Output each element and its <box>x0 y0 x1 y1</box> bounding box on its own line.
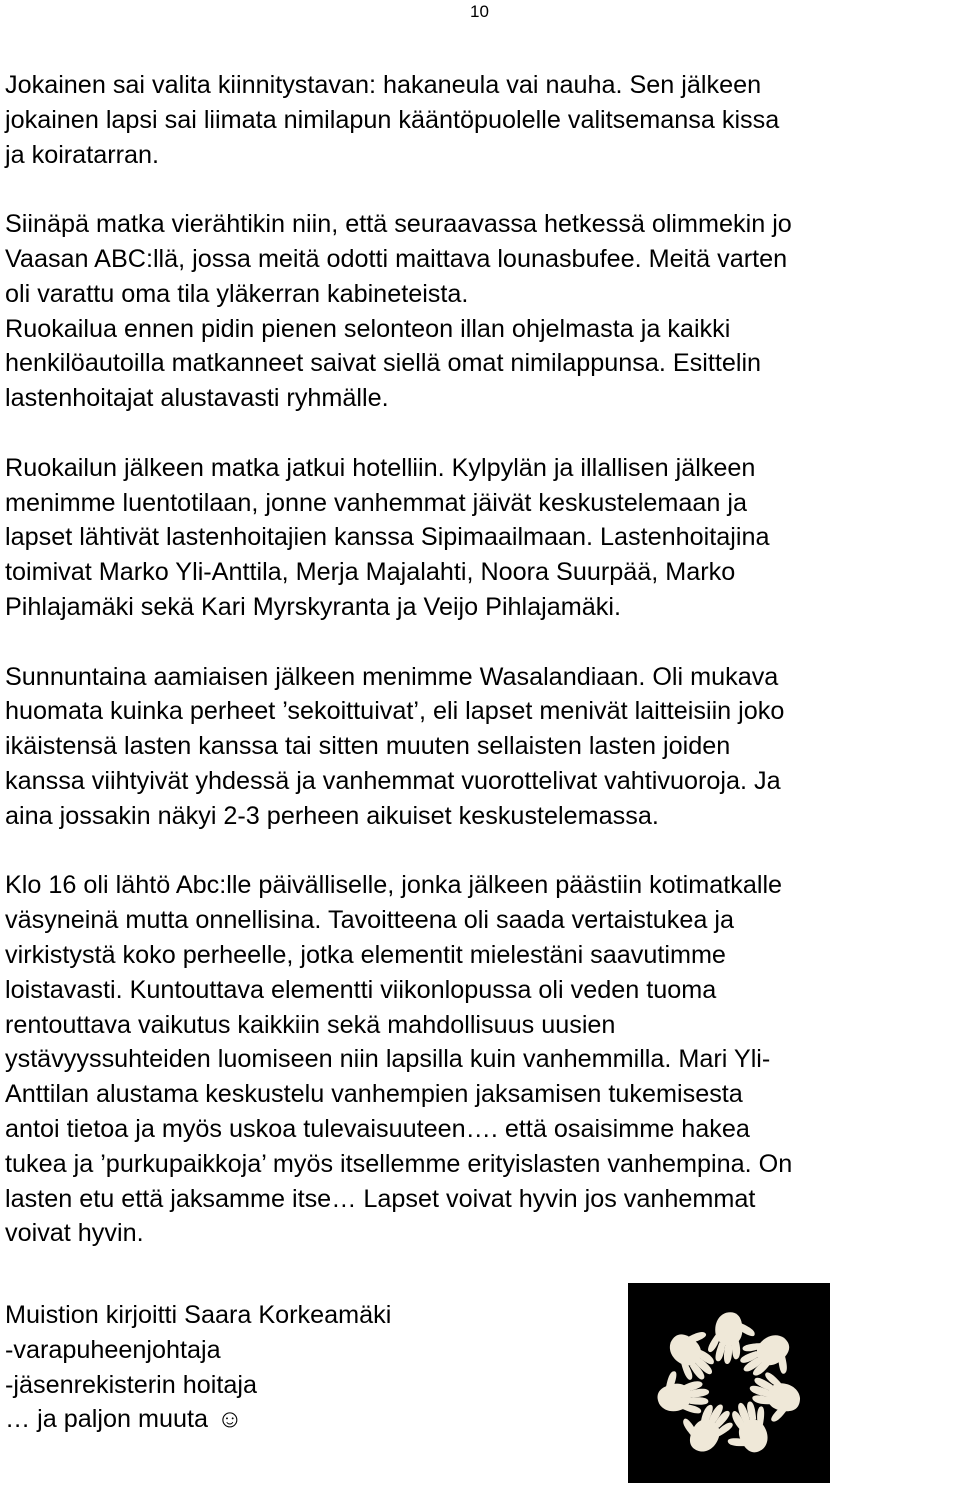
text-line: Vaasan ABC:llä, jossa meitä odotti maittava lounasbufee. Meitä varten <box>5 244 788 273</box>
text-line: menimme luentotilaan, jonne vanhemmat jäivät keskustelemaan ja <box>5 488 748 517</box>
paragraph-2 <box>5 207 957 416</box>
text-line: Ruokailun jälkeen matka jatkui hotelliin. Kylpylän ja illallisen jälkeen <box>5 453 756 482</box>
text-line: tukea ja ’purkupaikkoja’ myös itsellemme erityislasten vanhempina. On <box>5 1149 793 1178</box>
paragraph-3 <box>5 451 957 625</box>
signature-author: Muistion kirjoitti Saara Korkeamäki <box>5 1301 392 1329</box>
text-line: toimivat Marko Yli-Anttila, Merja Majalahti, Noora Suurpää, Marko <box>5 558 736 587</box>
text-line: Ruokailua ennen pidin pienen selonteon illan ohjelmasta ja kaikki <box>5 314 731 343</box>
text-line: Klo 16 oli lähtö Abc:lle päivälliselle, jonka jälkeen päästiin kotimatkalle <box>5 871 783 900</box>
paragraph-1 <box>5 68 957 172</box>
hands-circle-icon <box>628 1283 830 1483</box>
text-line: loistavasti. Kuntouttava elementti viikonlopussa oli veden tuoma <box>5 975 717 1004</box>
text-line: Pihlajamäki sekä Kari Myrskyranta ja Veijo Pihlajamäki. <box>5 592 621 621</box>
text-line: ikäistensä lasten kanssa tai sitten muuten sellaisten lasten joiden <box>5 732 731 761</box>
text-line: kanssa viihtyivät yhdessä ja vanhemmat vuorottelivat vahtivuoroja. Ja <box>5 766 781 795</box>
smiley-icon: ☺ <box>217 1405 243 1434</box>
text-line: ystävyyssuhteiden luomiseen niin lapsilla kuin vanhemmilla. Mari Yli- <box>5 1045 771 1074</box>
text-line: lasten etu että jaksamme itse… Lapset voivat hyvin jos vanhemmat <box>5 1184 756 1213</box>
text-line: oli varattu oma tila yläkerran kabineteista. <box>5 279 469 308</box>
signature-block <box>5 1298 391 1437</box>
paragraph-4 <box>5 660 957 834</box>
text-line: voivat hyvin. <box>5 1219 144 1248</box>
text-line: rentouttava vaikutus kaikkiin sekä mahdollisuus uusien <box>5 1010 616 1039</box>
signature-role: -jäsenrekisterin hoitaja <box>5 1370 257 1399</box>
text-line: lapset lähtivät lastenhoitajien kanssa Sipimaailmaan. Lastenhoitajina <box>5 523 770 552</box>
text-line: väsyneinä mutta onnellisina. Tavoitteena oli saada vertaistukea ja <box>5 906 735 935</box>
signature-closing <box>5 1402 391 1437</box>
text-line: virkistystä koko perheelle, jotka elementit mielestäni saavutimme <box>5 940 726 969</box>
text-line: Anttilan alustama keskustelu vanhempien jaksamisen tukemisesta <box>5 1080 743 1109</box>
hands-circle-graphic <box>628 1283 830 1483</box>
text-line: jokainen lapsi sai liimata nimilapun kääntöpuolelle valitsemansa kissa <box>5 105 780 134</box>
text-line: huomata kuinka perheet ’sekoittuivat’, eli lapset menivät laitteisiin joko <box>5 697 785 726</box>
text-line: Siinäpä matka vierähtikin niin, että seuraavassa hetkessä olimmekin jo <box>5 210 792 239</box>
text-line: aina jossakin näkyi 2-3 perheen aikuiset keskustelemassa. <box>5 801 659 830</box>
paragraph-5 <box>5 868 957 1251</box>
text-line: Sunnuntaina aamiaisen jälkeen menimme Wasalandiaan. Oli mukava <box>5 662 779 691</box>
page-number: 10 <box>470 2 489 21</box>
text-line: ja koiratarran. <box>5 140 159 169</box>
text-line: lastenhoitajat alustavasti ryhmälle. <box>5 384 389 413</box>
text-line: antoi tietoa ja myös uskoa tulevaisuuteen…. että osaisimme hakea <box>5 1114 750 1143</box>
signature-closing-text: … ja paljon muuta <box>5 1405 209 1434</box>
text-line: Jokainen sai valita kiinnitystavan: hakaneula vai nauha. Sen jälkeen <box>5 71 762 99</box>
text-line: henkilöautoilla matkanneet saivat siellä omat nimilappunsa. Esittelin <box>5 349 762 378</box>
document-body <box>5 68 957 1286</box>
signature-role: -varapuheenjohtaja <box>5 1335 221 1364</box>
